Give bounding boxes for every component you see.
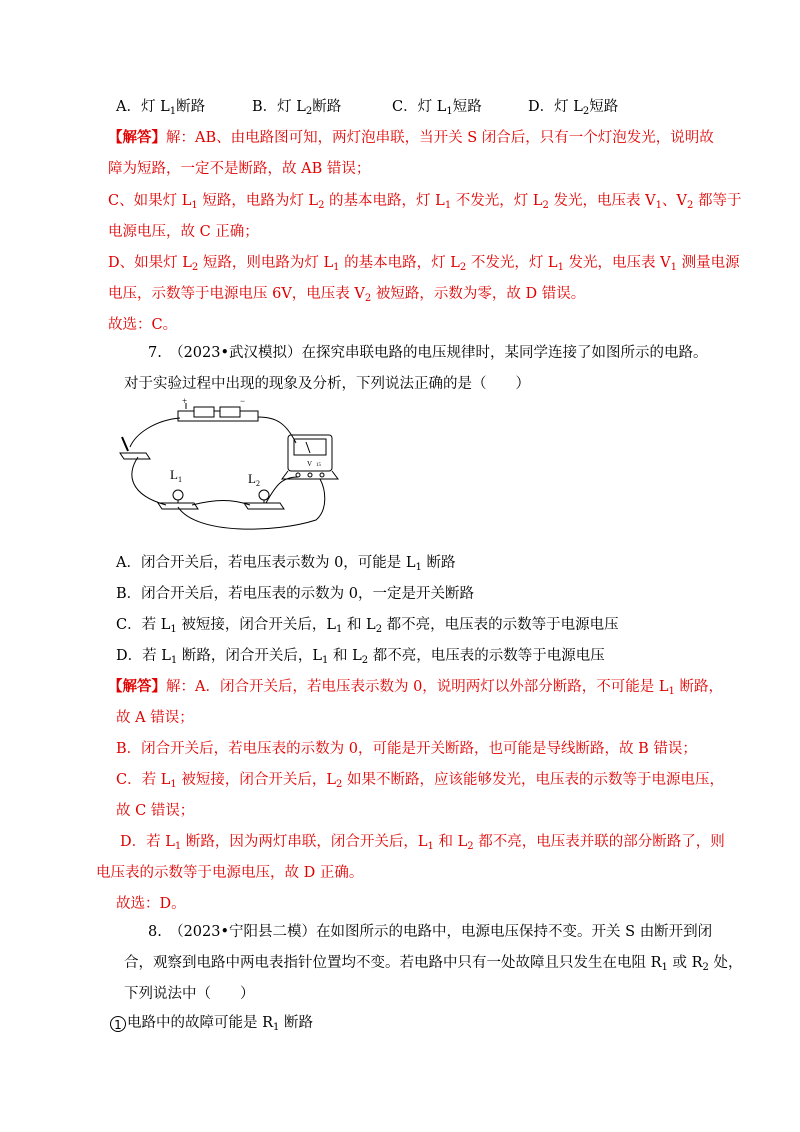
bulb-l1-glass	[173, 490, 183, 500]
q6-option-b: B．灯 $L_2$断路	[252, 99, 342, 117]
q8-item-1: 1 电路中的故障可能是 $R_1$ 断路	[110, 1013, 313, 1033]
q7-answer-b: B．闭合开关后，若电压表的示数为 0，可能是开关断路，也可能是导线断路，故 B 错误；	[116, 741, 697, 757]
q6-answer-c-line-1: C、如果灯 $L_1$ 短路，电路为灯 $L_2$ 的基本电路，灯 $L_1$ 不发光，灯 $L_2$ 发光，电压表 $V_1$、$V_2$ 都等于	[108, 193, 742, 211]
q8-stem-line-1: 8. （2023•宁阳县二模）在如图所示的电路中，电源电压保持不变。开关 S 由断开到闭	[148, 924, 713, 940]
q7-answer-a-line-1: 【解答】解：A．闭合开关后，若电压表示数为 0，说明两灯以外部分断路，不可能是 $L_1$ 断路，	[108, 678, 724, 697]
q7-option-a: A．闭合开关后，若电压表示数为 0，可能是 $L_1$ 断路	[116, 555, 456, 573]
q6-options	[116, 97, 618, 117]
q7-option-d: D．若 $L_1$ 断路，闭合开关后，$L_1$ 和 $L_2$ 都不亮，电压表的示数等于电源电压	[116, 648, 605, 666]
q7-answer-d-line-2: 电压表的示数等于电源电压，故 D 正确。	[96, 865, 364, 881]
voltmeter-v-label: V	[307, 460, 313, 468]
q6-choose: 故选：C。	[108, 317, 178, 333]
l2-label: L	[248, 471, 256, 486]
battery-holder	[178, 411, 258, 421]
q6-answer-line-1: 【解答】解：AB、由电路图可知，两灯泡串联，当开关 S 闭合后，只有一个灯泡发光，说明故	[108, 129, 714, 146]
l1-label: L	[170, 467, 178, 482]
bulb-l1-base	[158, 503, 198, 509]
circled-number-1: 1	[110, 1016, 126, 1032]
q6-answer-line-2: 障为短路，一定不是断路，故 AB 错误；	[108, 161, 371, 177]
q6-option-a: A．灯 $L_1$断路	[116, 99, 206, 117]
q6-answer-c-line-2: 电源电压，故 C 正确；	[108, 224, 259, 240]
q6-option-c: C．灯 $L_1$短路	[392, 99, 482, 117]
wire-l1-voltmeter	[178, 479, 325, 529]
l1-label-sub: 1	[178, 475, 182, 484]
battery-minus-label: −	[240, 396, 246, 406]
battery-cell-1	[194, 407, 214, 417]
q7-stem-line-2: 对于实验过程中出现的现象及分析，下列说法正确的是（ ）	[124, 376, 530, 392]
q7-stem-line-1: 7. （2023•武汉模拟）在探究串联电路的电压规律时，某同学连接了如图所示的电路。	[148, 345, 708, 361]
bulb-l2-base	[244, 503, 284, 509]
q7-answer-d-line-1: D．若 $L_1$ 断路，因为两灯串联，闭合开关后，$L_1$ 和 $L_2$ 都不亮，电压表并联的部分断路了，则	[120, 834, 725, 852]
wire-l2-voltmeter	[266, 477, 298, 503]
battery-cell-2	[220, 407, 240, 417]
q7-answer-a-line-2: 故 A 错误；	[116, 710, 194, 726]
q7-option-c: C．若 $L_1$ 被短接，闭合开关后，$L_1$ 和 $L_2$ 都不亮，电压表的示数等于电源电压	[116, 617, 619, 635]
wire-battery-voltmeter	[258, 417, 296, 443]
q6-option-d: D．灯 $L_2$短路	[528, 99, 619, 117]
q7-choose: 故选：D。	[116, 896, 186, 912]
wire-switch-l1	[132, 457, 166, 505]
switch-lever	[122, 437, 128, 451]
q7-option-b: B．闭合开关后，若电压表的示数为 0，一定是开关断路	[116, 586, 474, 602]
q8-stem-line-2: 合，观察到电路中两电表指针位置均不变。若电路中只有一处故障且只发生在电阻 $R_1$ 或 $R_2$ 处，	[124, 955, 743, 973]
q7-answer-c-line-2: 故 C 错误；	[116, 803, 195, 819]
voltmeter-15-label: 15	[316, 463, 321, 468]
q8-stem-line-3: 下列说法中（ ）	[124, 986, 255, 1002]
q7-answer-c-line-1: C．若 $L_1$ 被短接，闭合开关后，$L_2$ 如果不断路，应该能够发光，电压表的示数等于电源电压，	[116, 772, 724, 790]
wire-l1-l2	[192, 501, 250, 506]
battery-plus-label: +	[182, 396, 188, 406]
l2-label-sub: 2	[256, 479, 260, 488]
switch-base	[120, 453, 150, 459]
bulb-l2-glass	[259, 490, 269, 500]
q7-circuit-figure	[116, 395, 346, 540]
wire-battery-switch	[130, 418, 180, 447]
q6-answer-d-line-1: D、如果灯 $L_2$ 短路，则电路为灯 $L_1$ 的基本电路，灯 $L_2$ 不发光，灯 $L_1$ 发光，电压表 $V_1$ 测量电源	[108, 255, 740, 273]
q6-answer-d-line-2: 电压，示数等于电源电压 6V，电压表 $V_2$ 被短路，示数为零，故 D 错误。	[108, 286, 586, 304]
